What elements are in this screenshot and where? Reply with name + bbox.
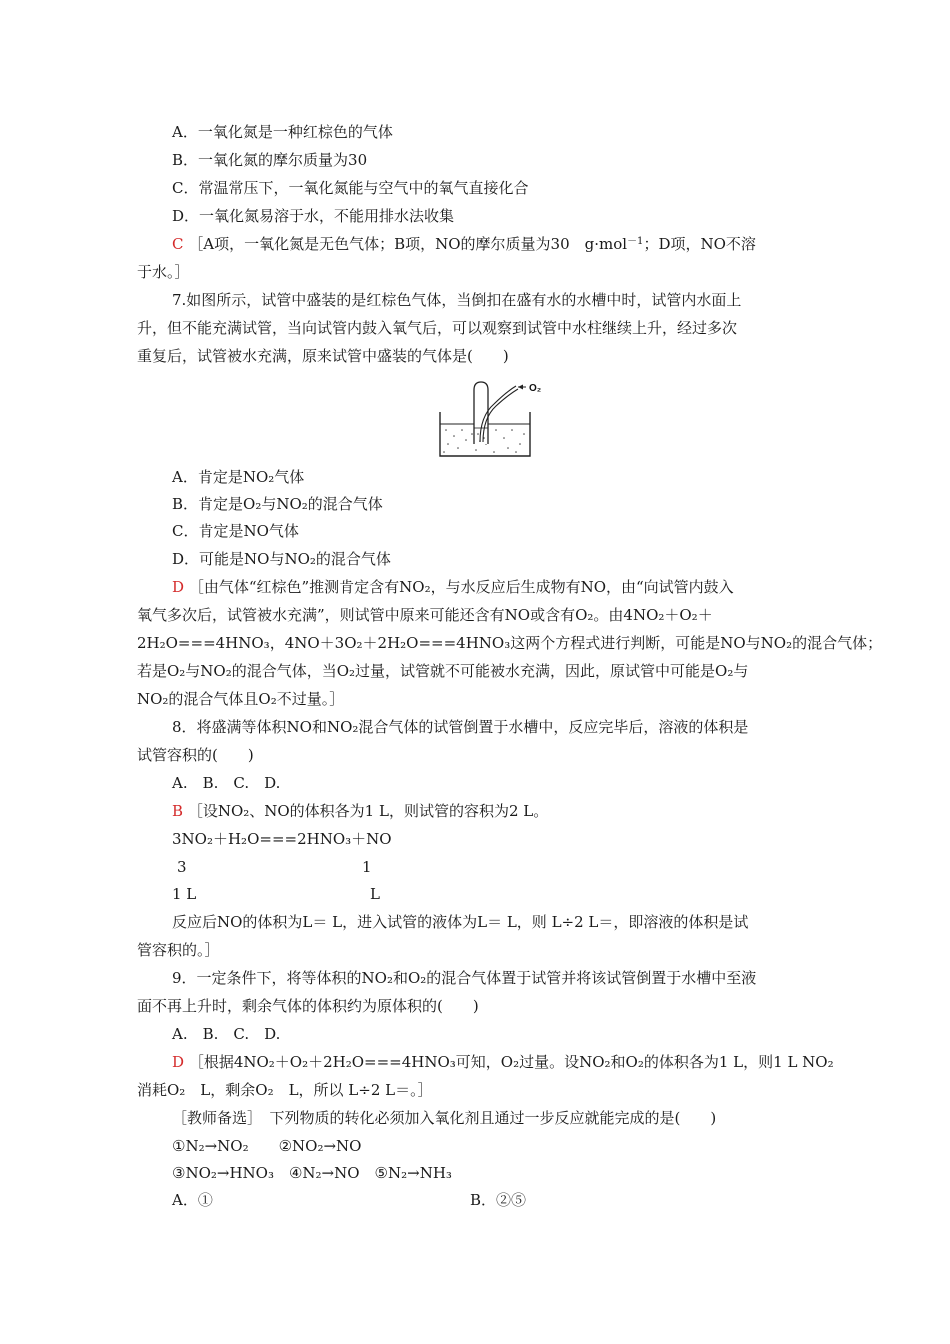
- q6-option-a: A．一氧化氮是一种红棕色的气体: [172, 123, 393, 141]
- q9-explanation-line-2: 消耗O₂ L，剩余O₂ L，所以 L÷2 L＝。］: [137, 1081, 433, 1099]
- q7-explanation-line-2: 氧气多次后，试管被水充满”，则试管中原来可能还含有NO或含有O₂。由4NO₂＋O₂＋: [137, 606, 713, 624]
- q8-stem-line-2: 试管容积的( ): [137, 746, 254, 764]
- q9-options: A. B. C. D.: [172, 1025, 281, 1043]
- q8-explanation-line-1: [172, 801, 548, 821]
- q7-answer-letter: D: [172, 578, 185, 596]
- q8-explanation-line-3: 管容积的。］: [137, 941, 220, 959]
- q7-explanation-line-1: [172, 577, 734, 597]
- q6-option-c: C．常温常压下，一氧化氮能与空气中的氧气直接化合: [172, 179, 529, 197]
- extra-question-stem: ［教师备选］ 下列物质的转化必须加入氧化剂且通过一步反应就能完成的是( ): [172, 1109, 717, 1127]
- extra-option-a: A．①: [172, 1191, 213, 1209]
- q8-explanation-line-2: 反应后NO的体积为L＝ L，进入试管的液体为L＝ L，则 L÷2 L＝，即溶液的体积是试: [172, 913, 749, 931]
- q6-explanation-tail: ；D项，NO不溶: [643, 235, 756, 253]
- q9-explanation-text: ［根据4NO₂＋O₂＋2H₂O===4HNO₃可知，O₂过量。设NO₂和O₂的体积各为1 L，则1 L NO₂: [188, 1053, 834, 1071]
- q7-option-b: B．肯定是O₂与NO₂的混合气体: [172, 495, 383, 513]
- q8-volume-l: L: [370, 885, 380, 903]
- q7-stem-line-2: 升，但不能充满试管，当向试管内鼓入氧气后，可以观察到试管中水柱继续上升，经过多次: [137, 319, 738, 337]
- q7-option-a: A．肯定是NO₂气体: [172, 468, 305, 486]
- q9-stem-line-2: 面不再上升时，剩余气体的体积约为原体积的( ): [137, 997, 479, 1015]
- q7-explanation-line-4: 若是O₂与NO₂的混合气体，当O₂过量，试管就不可能被水充满，因此，原试管中可能是O₂与: [137, 662, 749, 680]
- q7-option-d: D．可能是NO与NO₂的混合气体: [172, 550, 391, 568]
- q7-explanation-line-5: NO₂的混合气体且O₂不过量。］: [137, 690, 345, 708]
- q7-option-c: C．肯定是NO气体: [172, 522, 299, 540]
- q7-explanation-text: ［由气体“红棕色”推测肯定含有NO₂，与水反应后生成物有NO，由“向试管内鼓入: [188, 578, 734, 596]
- q8-explanation-text: ［设NO₂、NO的体积各为1 L，则试管的容积为2 L。: [187, 802, 549, 820]
- q8-volume-1l: 1 L: [172, 885, 197, 903]
- q8-ratio-1: 1: [362, 858, 372, 876]
- q6-option-b: B．一氧化氮的摩尔质量为30: [172, 151, 368, 169]
- q7-stem-line-1: 7.如图所示，试管中盛装的是红棕色气体，当倒扣在盛有水的水槽中时，试管内水面上: [172, 291, 742, 309]
- q6-explanation-text: ［A项，一氧化氮是无色气体；B项，NO的摩尔质量为30 g·mol: [188, 235, 628, 253]
- extra-choices-line-1: ①N₂→NO₂ ②NO₂→NO: [172, 1137, 362, 1155]
- arrow-head-icon: [518, 385, 523, 390]
- q9-stem-line-1: 9．一定条件下，将等体积的NO₂和O₂的混合气体置于试管并将该试管倒置于水槽中至液: [172, 969, 757, 987]
- test-tube-water-trough-figure: [436, 378, 572, 460]
- q7-explanation-line-3: 2H₂O===4HNO₃，4NO＋3O₂＋2H₂O===4HNO₃这两个方程式进行判断，可能是NO与NO₂的混合气体；: [137, 634, 883, 652]
- q9-explanation-line-1: [172, 1052, 834, 1072]
- extra-choices-line-2: ③NO₂→HNO₃ ④N₂→NO ⑤N₂→NH₃: [172, 1164, 452, 1182]
- q8-options: A. B. C. D.: [172, 774, 281, 792]
- q6-explanation-line-1: [172, 234, 756, 254]
- q8-equation: 3NO₂＋H₂O===2HNO₃＋NO: [172, 830, 392, 848]
- q6-unit-exponent: －1: [627, 236, 644, 247]
- extra-option-b: B．②⑤: [470, 1191, 527, 1209]
- q8-stem-line-1: 8．将盛满等体积NO和NO₂混合气体的试管倒置于水槽中，反应完毕后，溶液的体积是: [172, 718, 749, 736]
- test-tube: [474, 382, 488, 444]
- q8-answer-letter: B: [172, 802, 184, 820]
- q9-answer-letter: D: [172, 1053, 185, 1071]
- q6-answer-letter: C: [172, 235, 184, 253]
- q8-ratio-3: 3: [177, 858, 187, 876]
- q6-option-d: D．一氧化氮易溶于水，不能用排水法收集: [172, 207, 455, 225]
- q6-explanation-line-2: 于水。］: [137, 263, 190, 281]
- figure-label-o2: O₂: [529, 383, 542, 394]
- q7-stem-line-3: 重复后，试管被水充满，原来试管中盛装的气体是( ): [137, 347, 509, 365]
